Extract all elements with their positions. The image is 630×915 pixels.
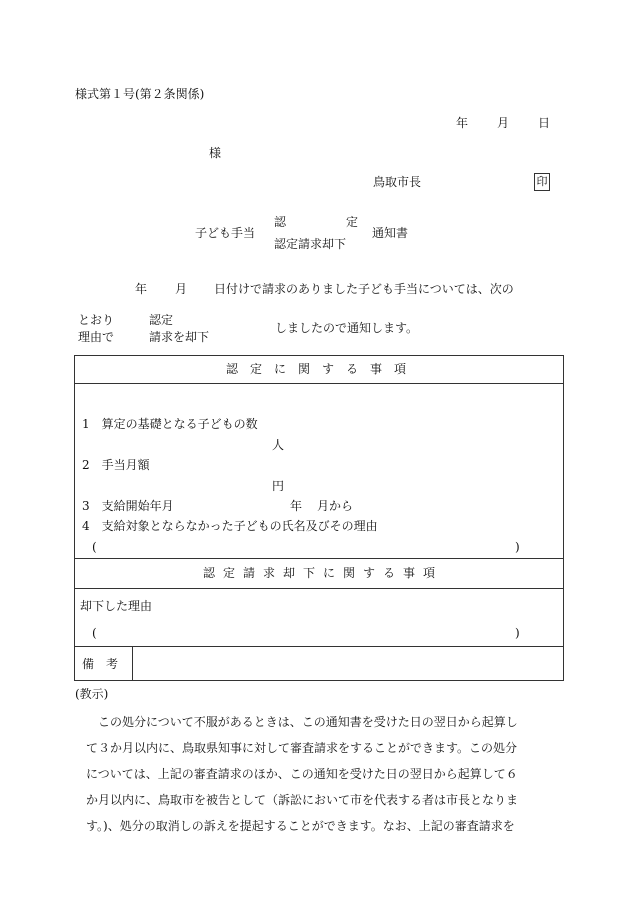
intro-month: 月 <box>175 282 188 296</box>
divider <box>74 646 564 647</box>
intro-end: しましたので通知します。 <box>275 321 419 335</box>
divider <box>74 558 564 559</box>
divider <box>74 383 564 384</box>
notice-line: て３か月以内に、鳥取県知事に対して審査請求をすることができます。この処分 <box>86 741 518 755</box>
divider <box>74 588 564 589</box>
addressee-suffix: 様 <box>209 146 222 160</box>
notice-heading: (教示) <box>75 687 109 701</box>
item-2-unit: 円 <box>272 479 285 493</box>
divider <box>132 646 133 681</box>
reason-paren-close: ) <box>515 626 520 640</box>
item-4: 4 支給対象とならなかった子どもの氏名及びその理由 <box>82 519 378 533</box>
intro-year: 年 <box>135 282 148 296</box>
seal-stamp: 印 <box>534 173 550 191</box>
intro-option-a1: とおり <box>78 313 115 327</box>
title-suffix: 通知書 <box>372 226 409 240</box>
item-3: 3 支給開始年月 <box>82 499 174 513</box>
item-4-paren-open: ( <box>92 540 97 554</box>
date-year: 年 <box>456 116 469 130</box>
section1-header: 認定に関する事項 <box>226 362 419 376</box>
intro-option-b2: 請求を却下 <box>149 330 210 344</box>
remarks-label: 備 考 <box>82 657 119 671</box>
title-option-upper-1: 認 <box>274 215 287 229</box>
title-prefix: 子ども手当 <box>195 226 256 240</box>
item-3-month: 月から <box>317 499 354 513</box>
reason-paren-open: ( <box>92 626 97 640</box>
notice-line: か月以内に、鳥取市を被告として（訴訟において市を代表する者は市長となりま <box>86 793 519 807</box>
section2-header: 認定請求却下に関する事項 <box>203 566 444 580</box>
date-day: 日 <box>538 116 551 130</box>
intro-option-b1: 認定 <box>149 313 174 327</box>
item-2: 2 手当月額 <box>82 458 150 472</box>
intro-option-a2: 理由で <box>78 330 115 344</box>
title-option-upper-2: 定 <box>346 215 359 229</box>
form-table <box>74 355 564 681</box>
item-3-year: 年 <box>290 499 303 513</box>
title-option-lower: 認定請求却下 <box>274 237 347 251</box>
issuer: 鳥取市長 <box>373 175 422 189</box>
notice-line: については、上記の審査請求のほか、この通知を受けた日の翌日から起算して６ <box>86 767 518 781</box>
item-1: 1 算定の基礎となる子どもの数 <box>82 417 258 431</box>
item-1-unit: 人 <box>272 438 285 452</box>
notice-line: す。)、処分の取消しの訴えを提起することができます。なお、上記の審査請求を <box>86 819 515 833</box>
intro-text: 日付けで請求のありました子ども手当については、次の <box>214 282 514 296</box>
item-4-paren-close: ) <box>515 540 520 554</box>
reject-reason-label: 却下した理由 <box>80 599 153 613</box>
form-number: 様式第１号(第２条関係) <box>75 87 205 101</box>
notice-line: この処分について不服があるときは、この通知書を受けた日の翌日から起算し <box>86 715 518 729</box>
date-month: 月 <box>497 116 510 130</box>
